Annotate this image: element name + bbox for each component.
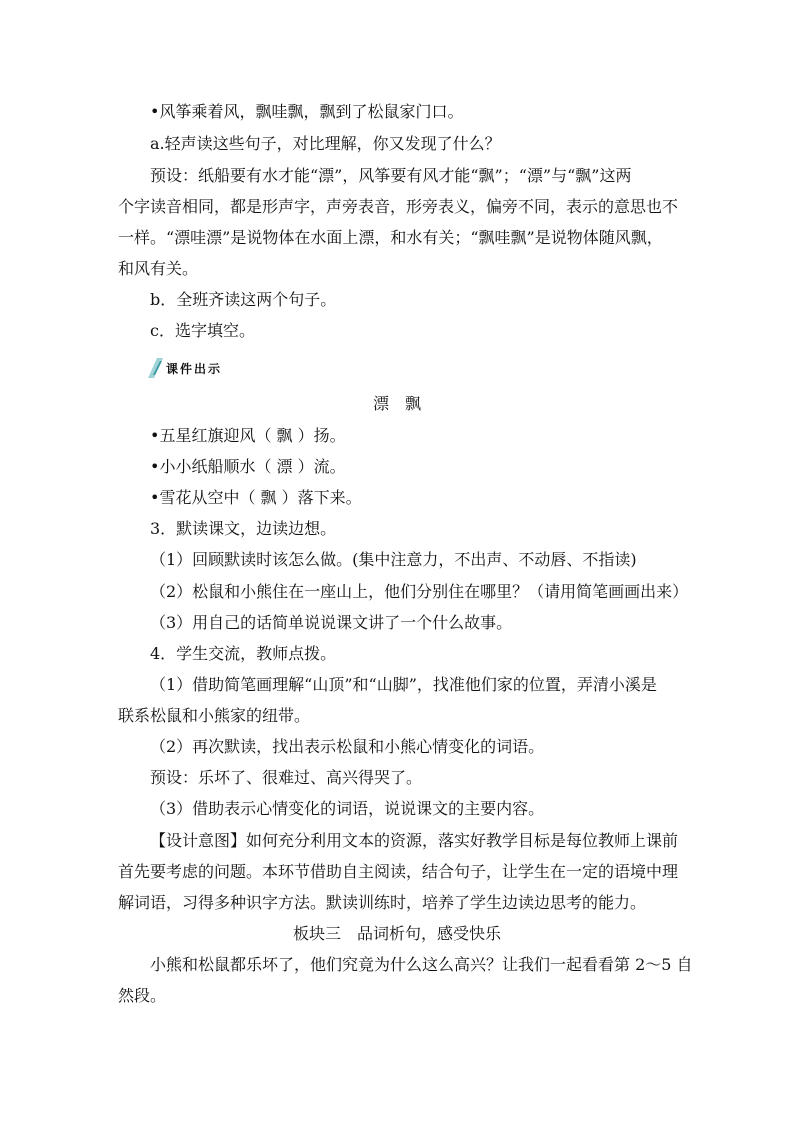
step-line: 预设：乐坏了、很难过、高兴得哭了。 xyxy=(150,768,423,787)
step-line: （1）回顾默读时该怎么做。(集中注意力，不出声、不动唇、不指读) xyxy=(150,550,637,569)
text-line: a.轻声读这些句子，对比理解，你又发现了什么？ xyxy=(150,134,501,153)
step-line: 联系松鼠和小熊家的纽带。 xyxy=(118,706,311,725)
fill-item: •小小纸船顺水（ 漂 ）流。 xyxy=(150,457,346,476)
text-line: 和风有关。 xyxy=(118,259,199,278)
section-title: 板块三 品词析句，感受快乐 xyxy=(292,924,501,943)
text-line: •风筝乘着风，飘哇飘，飘到了松鼠家门口。 xyxy=(150,102,464,121)
text-line: b．全班齐读这两个句子。 xyxy=(150,290,337,309)
step-line: （3）借助表示心情变化的词语，说说课文的主要内容。 xyxy=(150,799,545,818)
fill-item: •雪花从空中（ 飘 ）落下来。 xyxy=(150,488,362,507)
text-line: 个字读音相同，都是形声字，声旁表音，形旁表义，偏旁不同，表示的意思也不 xyxy=(118,197,679,216)
text-line: 一样。“漂哇漂”是说物体在水面上漂，和水有关；“飘哇飘”是说物体随风飘， xyxy=(118,228,663,247)
text-line: 然段。 xyxy=(118,986,167,1005)
courseware-label-text: 课件出示 xyxy=(166,362,223,376)
slash-marker-icon xyxy=(148,357,164,379)
text-line: 小熊和松鼠都乐坏了，他们究竟为什么这么高兴？让我们一起看看第 2～5 自 xyxy=(150,955,693,974)
fill-item: •五星红旗迎风（ 飘 ）扬。 xyxy=(150,426,346,445)
step-line: （2）再次默读，找出表示松鼠和小熊心情变化的词语。 xyxy=(150,737,545,756)
text-line: 预设：纸船要有水才能“漂”，风筝要有风才能“飘”；“漂”与“飘”这两 xyxy=(150,166,632,185)
step-line: 3．默读课文，边读边想。 xyxy=(150,519,337,538)
step-line: （3）用自己的话简单说说课文讲了一个什么故事。 xyxy=(150,613,513,632)
design-intent-line: 解词语，习得多种识字方法。默读训练时，培养了学生边读边思考的能力。 xyxy=(118,893,647,912)
step-line: （1）借助简笔画理解“山顶”和“山脚”，找准他们家的位置，弄清小溪是 xyxy=(150,675,657,694)
design-intent-line: 【设计意图】如何充分利用文本的资源，落实好教学目标是每位教师上课前 xyxy=(150,831,679,850)
step-line: （2）松鼠和小熊住在一座山上，他们分别住在哪里？（请用简笔画画出来） xyxy=(150,582,689,601)
choice-heading: 漂 飘 xyxy=(372,394,421,413)
step-line: 4．学生交流，教师点拨。 xyxy=(150,644,337,663)
design-intent-line: 首先要考虑的问题。本环节借助自主阅读，结合句子，让学生在一定的语境中理 xyxy=(118,862,679,881)
text-line: c．选字填空。 xyxy=(150,321,255,340)
